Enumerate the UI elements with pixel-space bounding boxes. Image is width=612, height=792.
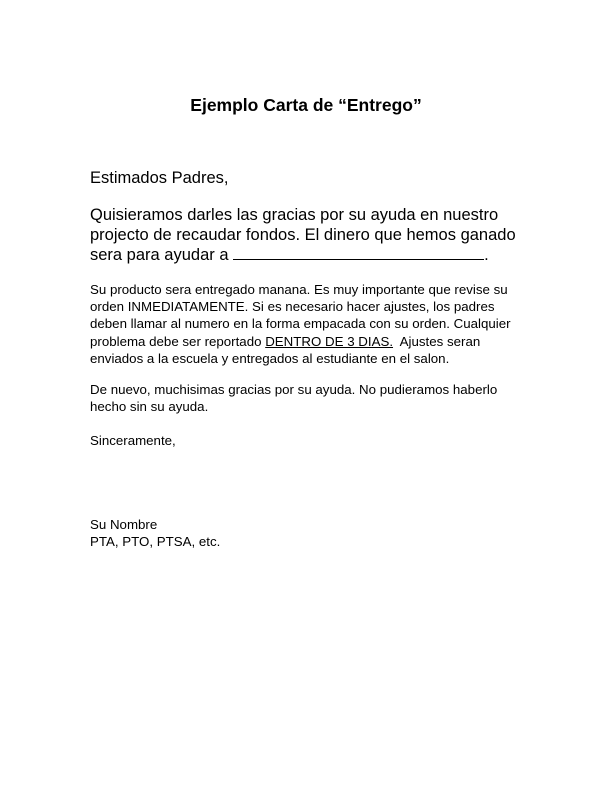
intro-line: projecto de recaudar fondos. El dinero que hemos ganado [90, 225, 516, 244]
closing [90, 432, 176, 449]
signature-block [90, 516, 220, 550]
paragraph-text: problema debe ser reportado [90, 333, 266, 349]
paragraph-line: enviados a la escuela y entregados al estudiante en el salon. [90, 350, 450, 366]
paragraph-text: Ajustes seran [393, 333, 481, 349]
paragraph-line: De nuevo, muchisimas gracias por su ayuda. No pudieramos haberlo [90, 382, 498, 397]
intro-paragraph [90, 206, 516, 266]
paragraph-line: orden INMEDIATAMENTE. Si es necesario hacer ajustes, los padres [90, 299, 495, 315]
paragraph-line-with-emphasis [90, 333, 511, 350]
paragraph-line: Su producto sera entregado manana. Es muy importante que revise su [90, 282, 508, 297]
paragraph-line: hecho sin su ayuda. [90, 399, 209, 415]
signature-organization: PTA, PTO, PTSA, etc. [90, 534, 221, 550]
letter-greeting: Estimados Padres, [90, 169, 229, 187]
delivery-paragraph [90, 281, 511, 367]
intro-line: Quisieramos darles las gracias por su ayuda en nuestro [90, 206, 499, 224]
letter-title: Ejemplo Carta de “Entrego” [190, 95, 422, 115]
intro-line-text: sera para ayudar a [90, 246, 234, 264]
thanks-paragraph [90, 381, 497, 415]
signature-name: Su Nombre [90, 517, 158, 532]
intro-line-end: . [484, 246, 489, 264]
intro-line-with-blank [90, 245, 516, 266]
closing-text: Sinceramente, [90, 433, 176, 448]
paragraph-line: deben llamar al numero en la forma empacada con su orden. Cualquier [90, 316, 511, 332]
fill-in-blank [233, 245, 484, 260]
deadline-emphasis: DENTRO DE 3 DIAS. [265, 333, 394, 349]
